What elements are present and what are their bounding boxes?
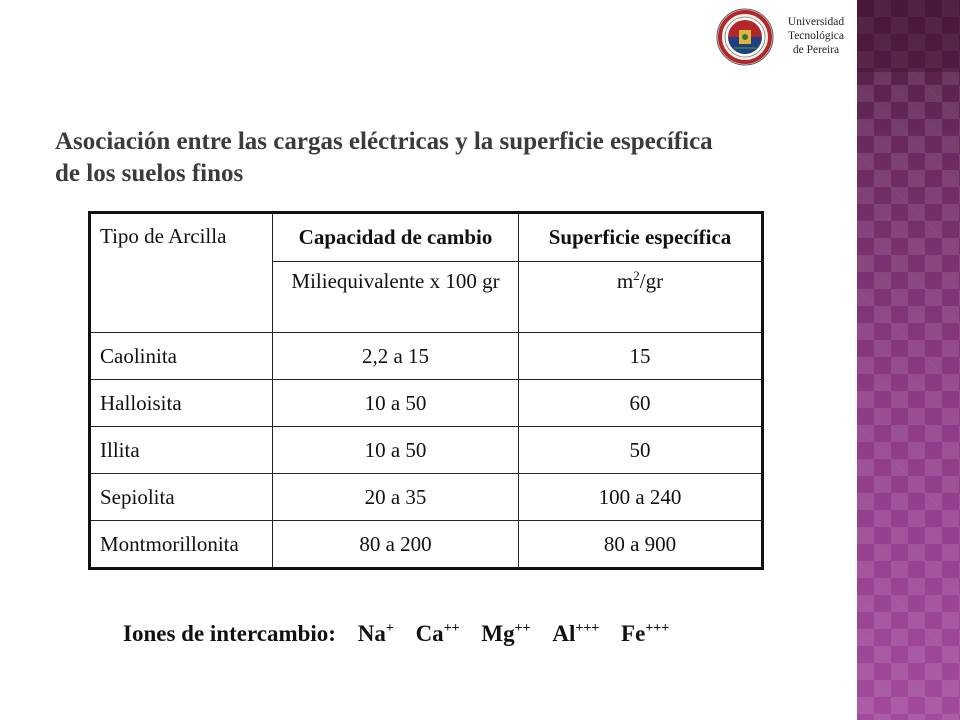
logo-line-3: de Pereira — [792, 44, 840, 56]
logo-line-2: Tecnológica — [787, 30, 845, 42]
ion-symbol: Al — [552, 621, 576, 646]
unit-base: m — [616, 269, 634, 293]
subheader-superficie-units — [519, 262, 763, 333]
header-tipo: Tipo de Arcilla — [90, 213, 273, 333]
ions-label: Iones de intercambio: — [123, 621, 336, 646]
ion-magnesium — [481, 621, 530, 647]
cell-capacidad: 2,2 a 15 — [273, 333, 519, 380]
decorative-side-band — [857, 0, 960, 720]
ion-charge: ++ — [514, 621, 531, 636]
unit-exponent: 2 — [633, 268, 640, 283]
ion-symbol: Ca — [415, 621, 444, 646]
ion-charge: +++ — [645, 621, 670, 636]
cell-superficie: 80 a 900 — [519, 521, 763, 569]
cell-superficie: 50 — [519, 427, 763, 474]
cell-superficie: 15 — [519, 333, 763, 380]
ion-calcium — [416, 621, 460, 647]
university-seal-icon — [716, 8, 774, 66]
university-logo — [716, 8, 856, 68]
ion-symbol: Fe — [621, 621, 646, 646]
subheader-capacidad-units: Miliequivalente x 100 gr — [273, 262, 519, 333]
ion-charge: +++ — [575, 621, 600, 636]
ion-aluminum — [552, 621, 599, 647]
cell-tipo: Halloisita — [90, 380, 273, 427]
clay-table — [88, 211, 764, 570]
slide-title — [55, 126, 845, 190]
ion-iron — [621, 621, 669, 647]
table-row — [90, 474, 763, 521]
table-row — [90, 427, 763, 474]
cell-capacidad: 10 a 50 — [273, 380, 519, 427]
clay-table-wrapper — [88, 211, 764, 570]
cell-capacidad: 20 a 35 — [273, 474, 519, 521]
exchange-ions — [123, 621, 669, 647]
cell-superficie: 100 a 240 — [519, 474, 763, 521]
cell-tipo: Illita — [90, 427, 273, 474]
cell-capacidad: 80 a 200 — [273, 521, 519, 569]
ion-symbol: Mg — [481, 621, 515, 646]
ion-symbol: Na — [357, 621, 386, 646]
table-row — [90, 521, 763, 569]
table-row — [90, 333, 763, 380]
ion-sodium — [358, 621, 394, 647]
title-line-2: de los suelos finos — [55, 160, 244, 187]
logo-line-1: Universidad — [787, 16, 845, 28]
unit-rest: /gr — [639, 269, 664, 293]
ion-charge: ++ — [443, 621, 460, 636]
decorative-side-band-top — [857, 0, 960, 72]
cell-capacidad: 10 a 50 — [273, 427, 519, 474]
header-superficie: Superficie específica — [519, 213, 763, 262]
title-line-1: Asociación entre las cargas eléctricas y la superficie específica — [55, 128, 713, 155]
table-row — [90, 380, 763, 427]
cell-tipo: Caolinita — [90, 333, 273, 380]
ion-charge: + — [385, 621, 394, 636]
header-row — [90, 213, 763, 262]
cell-tipo: Sepiolita — [90, 474, 273, 521]
header-capacidad: Capacidad de cambio — [273, 213, 519, 262]
cell-tipo: Montmorillonita — [90, 521, 273, 569]
cell-superficie: 60 — [519, 380, 763, 427]
